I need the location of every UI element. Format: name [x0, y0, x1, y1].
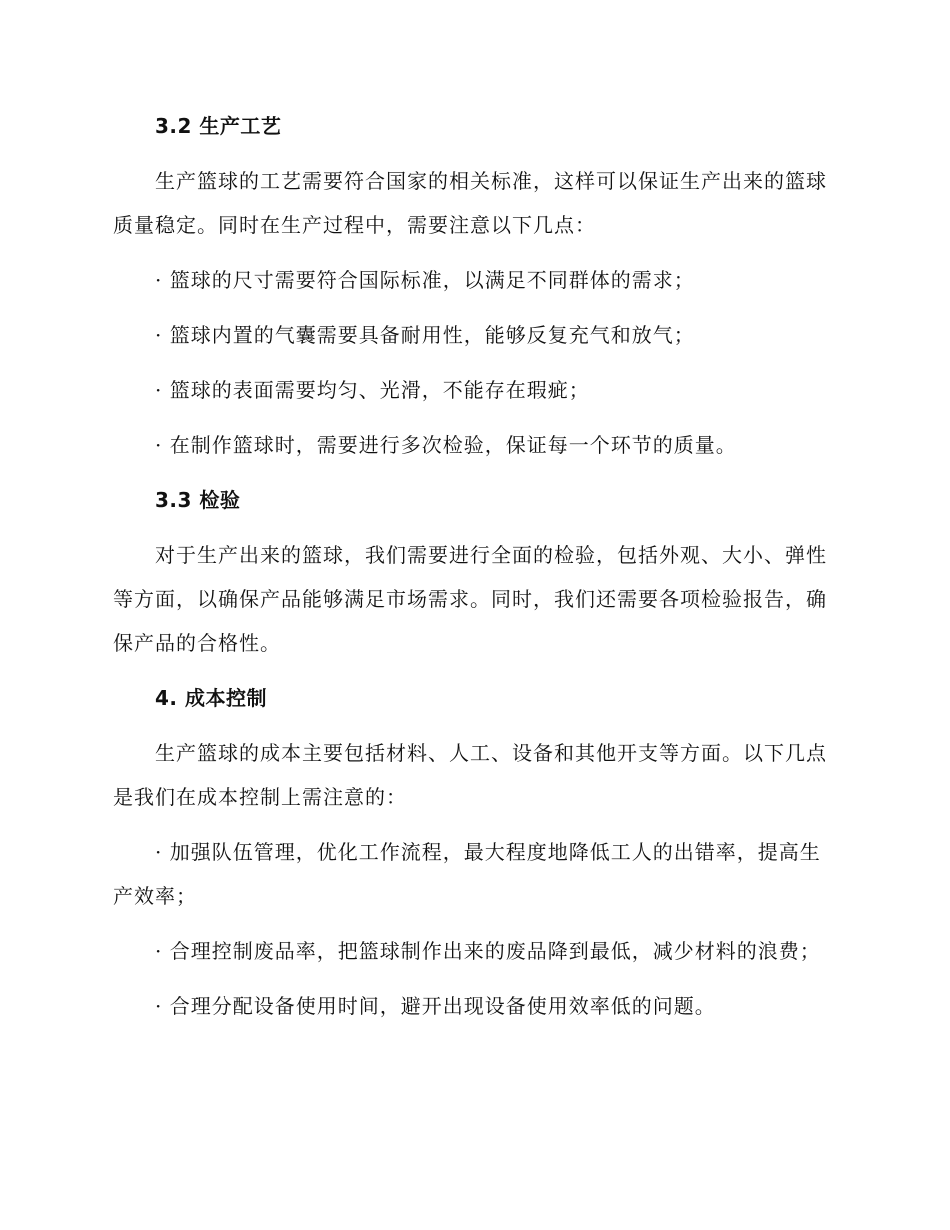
document-body — [113, 104, 835, 1028]
section-heading: 3.2 生产工艺 — [155, 114, 282, 138]
section-heading: 4. 成本控制 — [155, 686, 267, 710]
bullet-item: · 合理控制废品率，把篮球制作出来的废品降到最低，减少材料的浪费； — [155, 939, 821, 963]
bullet-item: · 篮球的尺寸需要符合国际标准，以满足不同群体的需求； — [155, 268, 695, 292]
paragraph: 对于生产出来的篮球，我们需要进行全面的检验，包括外观、大小、弹性等方面，以确保产品能够满足市场需求。同时，我们还需要各项检验报告，确保产品的合格性。 — [113, 543, 827, 655]
bullet-item: · 在制作篮球时，需要进行多次检验，保证每一个环节的质量。 — [155, 433, 737, 457]
bullet-item: · 篮球内置的气囊需要具备耐用性，能够反复充气和放气； — [155, 323, 695, 347]
bullet-item: · 加强队伍管理，优化工作流程，最大程度地降低工人的出错率，提高生产效率； — [113, 840, 821, 908]
section-heading: 3.3 检验 — [155, 488, 241, 512]
bullet-item: · 篮球的表面需要均匀、光滑，不能存在瑕疵； — [155, 378, 590, 402]
paragraph: 生产篮球的工艺需要符合国家的相关标准，这样可以保证生产出来的篮球质量稳定。同时在生产过程中，需要注意以下几点： — [113, 169, 827, 237]
bullet-item: · 合理分配设备使用时间，避开出现设备使用效率低的问题。 — [155, 994, 716, 1018]
paragraph: 生产篮球的成本主要包括材料、人工、设备和其他开支等方面。以下几点是我们在成本控制上需注意的： — [113, 741, 827, 809]
